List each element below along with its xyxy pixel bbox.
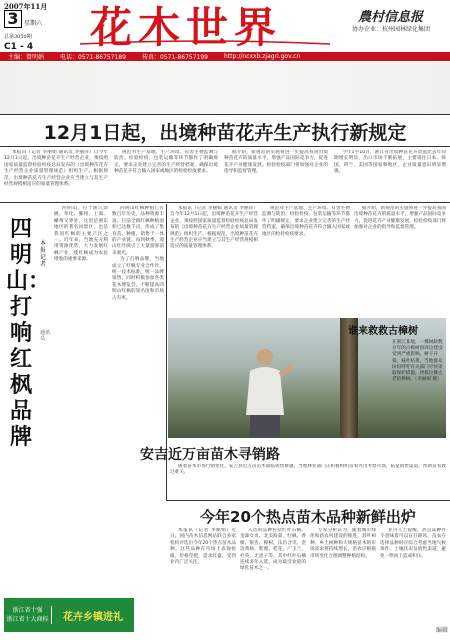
feature-author: 通讯员 [40, 330, 51, 342]
second-article-col-1: 本报讯（记者 李丽娟）近日，国内苗木信息网站联合多家机构评选出今年20个热点苗木品种。这些品种在市场上表现抢眼，价格坚挺，需求旺盛，受到业内广泛关注。 [170, 528, 236, 566]
lead-article-col-2: 规范对生产基地、生产环境、有害生物监测与防治、检验检疫、包装运输等环节都作了明确规定，要求企业建立完善的生产经营档案，确保出境种苗花卉符合输入国家或地区的检验检疫要求。 [114, 150, 218, 175]
co-organizer: 协办企业：杭州园林绿化集团 [352, 26, 431, 33]
second-article-col-3: 专家分析认为，随着城市绿化和新农村建设的推进，彩叶树种、乡土树种和大规格苗木的市场需求将持续增长，苗农应根据市场变化合理调整种植结构。 [310, 528, 376, 559]
second-article-col-2: 入选的品种包括红叶石楠、金森女贞、北美海棠、红枫、香樟、银杏、榉树、乐昌含笑、金边黄杨、紫薇、桂花、广玉兰、杜英、无患子等。其中红叶石楠连续多年入选，成为最受欢迎的绿化苗木之一。 [240, 528, 306, 572]
header-photo-band [0, 62, 450, 114]
ad-badge [4, 606, 52, 624]
edition-label: C1 - 4 [4, 42, 34, 52]
second-article-col-4: 业内人士提醒，热点品种并不意味着可以盲目跟风，苗农在选择品种时应综合考虑当地气候条件、土壤状况及销售渠道，避免一哄而上造成积压。 [380, 528, 446, 559]
masthead-swoosh-icon [80, 40, 330, 46]
feature-body-col-2: 四明山红枫种植已有数百年历史，品种资源丰富。目前全镇红枫种植面积已达数千亩，形成了集育苗、种植、销售于一体的产业链。每到秋季，漫山红叶吸引了大量游客前来观光。 为了打响品牌，当地成立了红枫专业合作社，统一技术标准，统一品牌销售。同时积极参加各类花木博览会，不断提高四明山红枫的知名度和市场占有率。 [112, 206, 164, 301]
sub-headline: 安吉近万亩苗木寻销路 [140, 447, 280, 463]
masthead-title: 花木世界 [90, 3, 283, 52]
photo-title: 谁来救救古樟树 [348, 326, 418, 337]
contact-phone: 电话：0571-86757189 [60, 54, 126, 61]
feature-body-col-1: 四明山，位于浙江余姚、奉化、鄞州、上虞、嵊州交界处，这里是浙东地区的著名风景区，也是我国红枫的主要产区之一。近年来，当地充分利用资源优势，大力发展红枫产业，使红枫成为农民增收的重要来源。 [54, 206, 108, 263]
main-headline: 12月1日起，出境种苗花卉生产执行新规定 [43, 122, 407, 144]
contact-bar [0, 52, 450, 61]
lead-article-col-4: 今年1至10月，浙江省出境种苗花卉货值比去年同期增长明显，出口市场不断拓展，主要销往日本、韩国、荷兰、美国等国家和地区，企业质量意识明显增强。 [334, 150, 446, 175]
sub-story-body: 随着苗木市场行情变化，安吉县近万亩苗木面临销售难题。当地林业部门正积极组织苗农外出考察市场，拓宽销售渠道，帮助苗农渡过难关。 [170, 464, 446, 476]
ad-badge-line-2: 浙江省十大商标 [6, 616, 49, 623]
divider [0, 114, 450, 115]
issue-day: 3 [4, 10, 22, 28]
right-upper-col-1: 本报讯（记者 李丽娟 通讯员 李丽萍）自今年12月1日起，出境种苗花卉生产经营企业，须按照国家质量监督检验检疫总局发布的《出境种苗花卉生产经营企业质量管理规范》组织生产。根据规范，出境种苗花卉生产经营企业应当建立与其生产经营规模相适应的质量管理体系。 [170, 206, 258, 250]
second-headline: 今年20个热点苗木品种新鲜出炉 [200, 508, 416, 526]
lead-article-col-3: 据介绍，新规范的实施将进一步提高我国出境种苗花卉的质量水平，增强产品国际竞争力，促进花卉产业健康发展。检验检疫部门将加强对企业的指导和监督管理。 [224, 150, 328, 175]
photo-caption: 在浙江某地，一棵树龄数百年的古樟树因周边建设受到严重影响，树干开裂、枝叶枯黄。当地群众纷纷呼吁有关部门尽快采取保护措施，拯救这棵古老的樟树。（李丽娟 摄） [392, 340, 443, 383]
feature-title: 四明山：打响红枫品牌 [6, 216, 51, 450]
advertisement[interactable] [4, 598, 134, 632]
issue-number: 总第3050期 [4, 34, 32, 40]
lead-article-col-1: 本报讯（记者 李丽娟 通讯员 李丽萍）自今年12月1日起，出境种苗花卉生产经营企业，须按照国家质量监督检验检疫总局发布的《出境种苗花卉生产经营企业质量管理规范》组织生产。根据规范，出境种苗花卉生产经营企业应当建立与其生产经营规模相适应的质量管理体系。 [4, 150, 108, 188]
issue-weekday: 星期六 [24, 20, 43, 27]
contact-editor: 主编：曾明娟 [8, 54, 45, 61]
ad-badge-line-1: 浙江省十强 [12, 607, 43, 614]
footer-label: 编辑 [436, 627, 449, 634]
feature-subtitle: 本报记者 [40, 240, 47, 268]
person-figure-icon [238, 345, 292, 438]
contact-fax: 传真：0571-86757199 [142, 54, 208, 61]
divider [0, 202, 450, 203]
divider [166, 500, 450, 501]
right-upper-col-2: 规范对生产基地、生产环境、有害生物监测与防治、检验检疫、包装运输等环节都作了明确规定，要求企业建立完善的生产经营档案，确保出境种苗花卉符合输入国家或地区的检验检疫要求。 [262, 206, 350, 237]
paper-logo: 農村信息报 [358, 10, 424, 25]
divider [0, 146, 450, 147]
right-upper-col-3: 据介绍，新规范的实施将进一步提高我国出境种苗花卉的质量水平，增强产品国际竞争力，促进花卉产业健康发展。检验检疫部门将加强对企业的指导和监督管理。 [354, 206, 446, 231]
ad-slogan: 花卉乡镇进礼 [63, 611, 123, 623]
issue-date: 2007年11月 [4, 2, 48, 11]
contact-url[interactable]: http://ncxxb.zjagri.gov.cn [223, 53, 301, 60]
